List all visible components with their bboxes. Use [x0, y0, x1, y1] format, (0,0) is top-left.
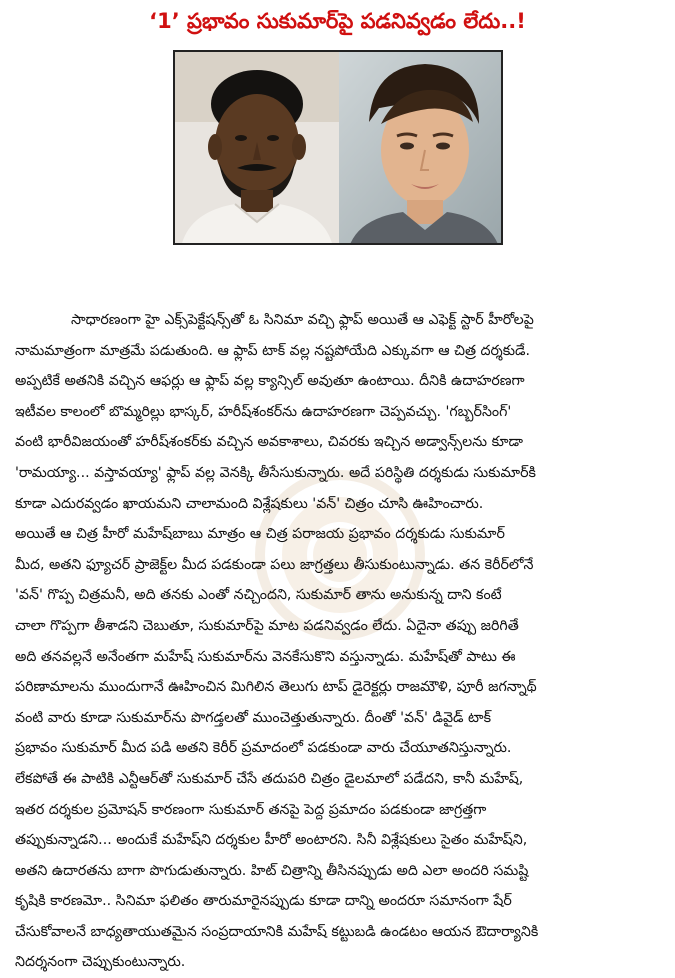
article-line: లేకపోతే ఈ పాటికి ఎన్టీఆర్‌తో సుకుమార్ చేసే తదుపరి చిత్రం డైలమాలో పడేదని, కానీ మహేష్,	[15, 770, 524, 787]
article-line: అప్పటికే అతనికి వచ్చిన ఆఫర్లు ఆ ఫ్లాప్ వల్ల క్యాన్సిల్ అవుతూ ఉంటాయి. దీనికి ఉదాహరణగా	[15, 373, 525, 390]
article-line: అది తనవల్లనే అనేంతగా మహేష్ సుకుమార్‌ను వెనకేసుకొని వస్తున్నాడు. మహేష్‌తో పాటు ఈ	[15, 648, 516, 665]
article-line: వంటి భారీవిజయంతో హరీష్‌శంకర్‌కు వచ్చిన అవకాశాలు, చివరకు ఇచ్చిన అడ్వాన్స్‌లను కూడా	[15, 434, 523, 451]
article-line: నామమాత్రంగా మాత్రమే పడుతుంది. ఆ ఫ్లాప్ టాక్ వల్ల నష్టపోయేది ఎక్కువగా ఆ చిత్ర దర్శకుడే.	[15, 342, 531, 359]
article-line: కృషికి కారణమో.. సినిమా ఫలితం తారుమారైనప్పుడు కూడా దాన్ని అందరూ సమానంగా షేర్	[15, 893, 512, 910]
article-line: ఇతర దర్శకుల ప్రమోషన్ కారణంగా సుకుమార్ తనపై పెద్ద ప్రమాదం పడకుండా జాగ్రత్తగా	[15, 801, 487, 818]
article-line: 'రామయ్యా... వస్తావయ్యా' ఫ్లాప్ వల్ల వెనక్కి తీసేసుకున్నారు. అదే పరిస్థితి దర్శకుడు సుకుమార్‌కి	[15, 464, 536, 481]
actor-photo	[339, 52, 501, 243]
article-line: అయితే ఆ చిత్ర హీరో మహేష్‌బాబు మాత్రం ఆ చిత్ర పరాజయ ప్రభావం దర్శకుడు సుకుమార్	[15, 526, 505, 543]
photo-collage	[173, 50, 503, 245]
article-line: నిదర్శనంగా చెప్పుకుంటున్నారు.	[15, 954, 186, 971]
article-line: అతని ఉదారతను బాగా పొగుడుతున్నారు. హిట్ చిత్రాన్ని తీసినప్పుడు అది ఎలా అందరి సమష్టి	[15, 862, 529, 879]
article-line: ఇటీవల కాలంలో బొమ్మరిల్లు భాస్కర్, హరీష్‌శంకర్‌ను ఉదాహరణగా చెప్పవచ్చు. 'గబ్బర్‌సింగ్'	[15, 403, 512, 420]
article-line: ప్రభావం సుకుమార్ మీద పడి అతని కెరీర్ ప్రమాదంలో పడకుండా వారు చేయూతనిస్తున్నారు.	[15, 740, 512, 757]
article-line: తప్పుకున్నాడని... అందుకే మహేష్‌ని దర్శకుల హీరో అంటారని. సినీ విశ్లేషకులు సైతం మహేష్‌ని,	[15, 832, 528, 849]
director-photo	[175, 52, 339, 243]
article-line: కూడా ఎదురవ్వడం ఖాయమని చాలామంది విశ్లేషకులు 'వన్' చిత్రం చూసి ఊహించారు.	[15, 495, 484, 512]
article-line: చాలా గొప్పగా తీశాడని చెబుతూ, సుకుమార్‌పై మాట పడనివ్వడం లేదు. ఏదైనా తప్పు జరిగితే	[15, 617, 519, 634]
article-line: వంటి వారు కూడా సుకుమార్‌ను పొగడ్తలతో ముంచెత్తుతున్నారు. దీంతో 'వన్' డివైడ్ టాక్	[15, 709, 492, 726]
article-line: చేసుకోవాలనే బాధ్యతాయుతమైన సంప్రదాయానికి మహేష్ కట్టుబడి ఉండటం ఆయన ఔదార్యానికి	[15, 923, 539, 940]
article-line: సాధారణంగా హై ఎక్స్‌పెక్టేషన్స్‌తో ఓ సినిమా వచ్చి ఫ్లాప్ అయితే ఆ ఎఫెక్ట్ స్టార్ హీరోలపై	[71, 312, 534, 328]
article-line: 'వన్' గొప్ప చిత్రమనీ, అది తనకు ఎంతో నచ్చిందని, సుకుమార్ తాను అనుకున్న దాని కంటే	[15, 587, 502, 604]
headline: ‘1’ ప్రభావం సుకుమార్‌పై పడనివ్వడం లేదు..!	[149, 9, 526, 33]
article-line: పరిణామాలను ముందుగానే ఊహించిన మిగిలిన తెలుగు టాప్ డైరెక్టర్లు రాజమౌళి, పూరీ జగన్నాథ్	[15, 679, 537, 696]
article-line: మీద, అతని ఫ్యూచర్ ప్రాజెక్ట్‌ల మీద పడకుండా పలు జాగ్రత్తలు తీసుకుంటున్నాడు. తన కెరీర్‌లోనే	[15, 556, 534, 573]
article-body	[15, 305, 665, 978]
